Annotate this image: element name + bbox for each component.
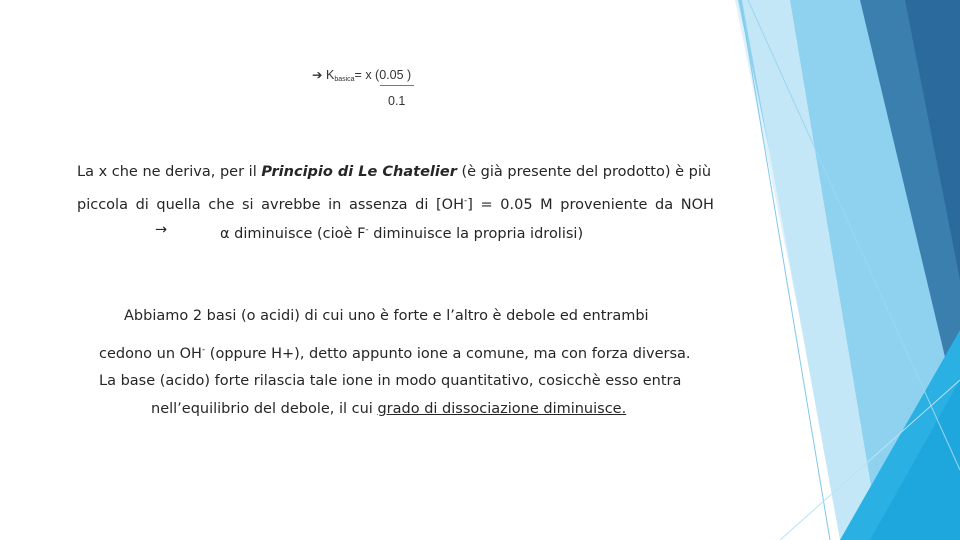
le-chatelier-principle: Principio di Le Chatelier — [261, 164, 457, 180]
superscript: - — [464, 196, 468, 206]
text: La x che ne deriva, per il — [77, 164, 262, 180]
paragraph1-line2 — [77, 192, 714, 214]
paragraph2-line4 — [151, 400, 626, 418]
formula-k-basica — [312, 67, 411, 83]
text: ] = 0.05 M proveniente da NOH — [467, 197, 714, 213]
formula-denominator: 0.1 — [388, 94, 406, 108]
formula-k-subscript: basica — [334, 76, 355, 83]
text: (è già presente del prodotto) è più — [456, 164, 712, 180]
text: (oppure H+), detto appunto ione a comune, ma con forza diversa. — [205, 346, 691, 362]
paragraph2-line3: La base (acido) forte rilascia tale ione in modo quantitativo, cosicchè esso entra — [99, 373, 682, 389]
superscript: - — [365, 225, 369, 235]
formula-fraction-bar — [380, 85, 414, 86]
paragraph1-line1 — [77, 163, 711, 181]
paragraph1-line3 — [220, 221, 583, 243]
text: α diminuisce (cioè F — [220, 226, 366, 242]
formula-k: K — [325, 68, 335, 82]
superscript: - — [201, 345, 206, 355]
text: piccola di quella che si avrebbe in assenza di [OH — [77, 197, 464, 213]
paragraph2-line1: Abbiamo 2 basi (o acidi) di cui uno è forte e l’altro è debole ed entrambi — [124, 308, 649, 324]
text: nell’equilibrio del debole, il cui — [151, 401, 378, 417]
paragraph2-line2 — [99, 341, 691, 363]
underlined-conclusion: grado di dissociazione diminuisce. — [377, 401, 627, 417]
formula-arrow-icon: ➔ — [312, 67, 323, 82]
text: diminuisce la propria idrolisi) — [368, 226, 584, 242]
formula-rhs: = x (0.05 ) — [354, 68, 412, 82]
text: cedono un OH — [99, 346, 202, 362]
paragraph1-line3-arrow-icon: → — [155, 222, 168, 238]
